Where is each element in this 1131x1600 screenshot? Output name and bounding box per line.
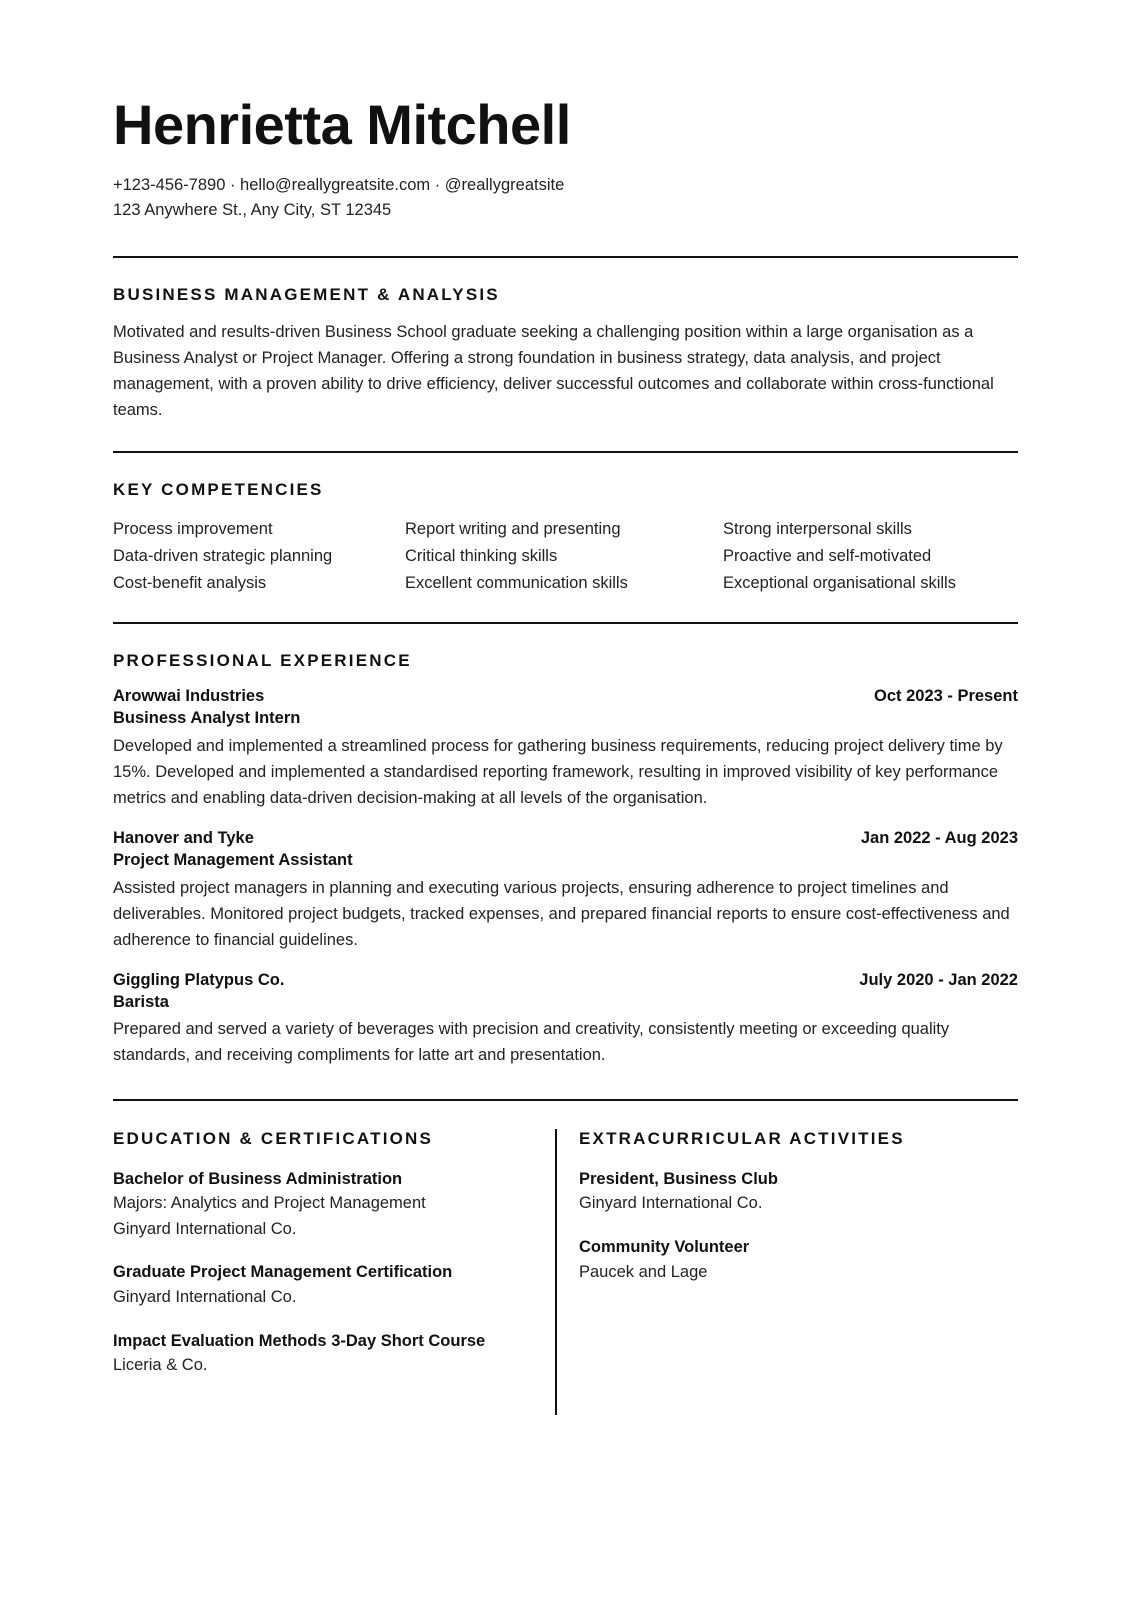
experience-entry-header xyxy=(113,687,1018,706)
experience-company: Arowwai Industries xyxy=(113,687,265,706)
extracurricular-organisation: Paucek and Lage xyxy=(579,1262,708,1281)
competency-item: Strong interpersonal skills xyxy=(723,520,912,539)
experience-entry xyxy=(113,971,1018,1069)
education-institution: Liceria & Co. xyxy=(113,1356,208,1375)
extracurricular-title: Community Volunteer xyxy=(579,1237,750,1256)
experience-description: Prepared and served a variety of beverages with precision and creativity, consistently meeting or exceeding quality standards, and receiving compliments for latte art and presentation. xyxy=(113,1020,950,1065)
competency-item: Cost-benefit analysis xyxy=(113,573,267,592)
extracurricular-organisation: Ginyard International Co. xyxy=(579,1194,763,1213)
extracurricular-entry xyxy=(579,1167,1018,1217)
experience-entry xyxy=(113,829,1018,953)
experience-description: Assisted project managers in planning and executing various projects, ensuring adherence to project timelines and deliverables. Monitored project budgets, tracked expenses, and prepared financial reports to ensure cost-effectiveness and adherence to financial guidelines. xyxy=(113,878,1010,949)
competency-grid xyxy=(113,516,1018,596)
competency-column-1 xyxy=(113,516,405,596)
education-entry xyxy=(113,1260,527,1310)
education-entry xyxy=(113,1167,527,1243)
section-heading-extracurricular: EXTRACURRICULAR ACTIVITIES xyxy=(579,1128,905,1148)
section-competencies xyxy=(113,453,1018,596)
section-heading-education: EDUCATION & CERTIFICATIONS xyxy=(113,1128,434,1148)
summary-paragraph: Motivated and results-driven Business School graduate seeking a challenging position within a large organisation as a Business Analyst or Project Manager. Offering a strong foundation in business strategy, data analysis, and project management, with a proven ability to drive efficiency, deliver successful outcomes and collaborate within cross-functional teams. xyxy=(113,322,994,420)
candidate-name: Henrietta Mitchell xyxy=(113,93,571,156)
experience-description: Developed and implemented a streamlined process for gathering business requirements, reducing project delivery time by 15%. Developed and implemented a standardised reporting framework, resulting in improved visibility of key performance metrics and enabling data-driven decision-making at all levels of the organisation. xyxy=(113,736,1003,808)
experience-role: Project Management Assistant xyxy=(113,851,353,870)
competency-item: Excellent communication skills xyxy=(405,573,628,592)
section-summary xyxy=(113,258,1018,423)
contact-line-primary: +123-456-7890 · hello@reallygreatsite.com · @reallygreatsite xyxy=(113,175,565,194)
competency-column-3 xyxy=(723,516,1018,596)
education-entry xyxy=(113,1329,527,1379)
education-institution: Ginyard International Co. xyxy=(113,1288,297,1307)
experience-entry-header xyxy=(113,971,1018,990)
competency-item: Exceptional organisational skills xyxy=(723,573,956,592)
section-heading-summary: BUSINESS MANAGEMENT & ANALYSIS xyxy=(113,284,500,304)
experience-role: Business Analyst Intern xyxy=(113,709,301,728)
experience-dates: July 2020 - Jan 2022 xyxy=(859,970,1018,989)
education-institution: Ginyard International Co. xyxy=(113,1219,297,1238)
experience-company: Giggling Platypus Co. xyxy=(113,970,285,989)
competency-item: Data-driven strategic planning xyxy=(113,546,333,565)
section-education xyxy=(113,1129,555,1415)
competency-item: Critical thinking skills xyxy=(405,546,558,565)
section-experience xyxy=(113,624,1018,1068)
extracurricular-title: President, Business Club xyxy=(579,1169,778,1188)
education-detail: Majors: Analytics and Project Management xyxy=(113,1194,426,1213)
competency-column-2 xyxy=(405,516,723,596)
experience-role: Barista xyxy=(113,992,169,1011)
experience-company: Hanover and Tyke xyxy=(113,829,254,848)
experience-dates: Jan 2022 - Aug 2023 xyxy=(860,829,1018,848)
section-extracurricular xyxy=(557,1129,1018,1415)
experience-entry-header xyxy=(113,829,1018,848)
extracurricular-entry xyxy=(579,1235,1018,1285)
competency-item: Process improvement xyxy=(113,520,273,539)
section-heading-experience: PROFESSIONAL EXPERIENCE xyxy=(113,651,412,671)
section-heading-competencies: KEY COMPETENCIES xyxy=(113,480,324,500)
education-title: Graduate Project Management Certification xyxy=(113,1263,453,1282)
competency-item: Report writing and presenting xyxy=(405,520,621,539)
experience-entry xyxy=(113,687,1018,811)
contact-line-address: 123 Anywhere St., Any City, ST 12345 xyxy=(113,201,392,220)
education-title: Impact Evaluation Methods 3-Day Short Course xyxy=(113,1331,486,1350)
resume-header xyxy=(113,0,1018,224)
education-title: Bachelor of Business Administration xyxy=(113,1169,403,1188)
bottom-columns xyxy=(113,1101,1018,1415)
experience-dates: Oct 2023 - Present xyxy=(874,687,1018,706)
competency-item: Proactive and self-motivated xyxy=(723,546,932,565)
